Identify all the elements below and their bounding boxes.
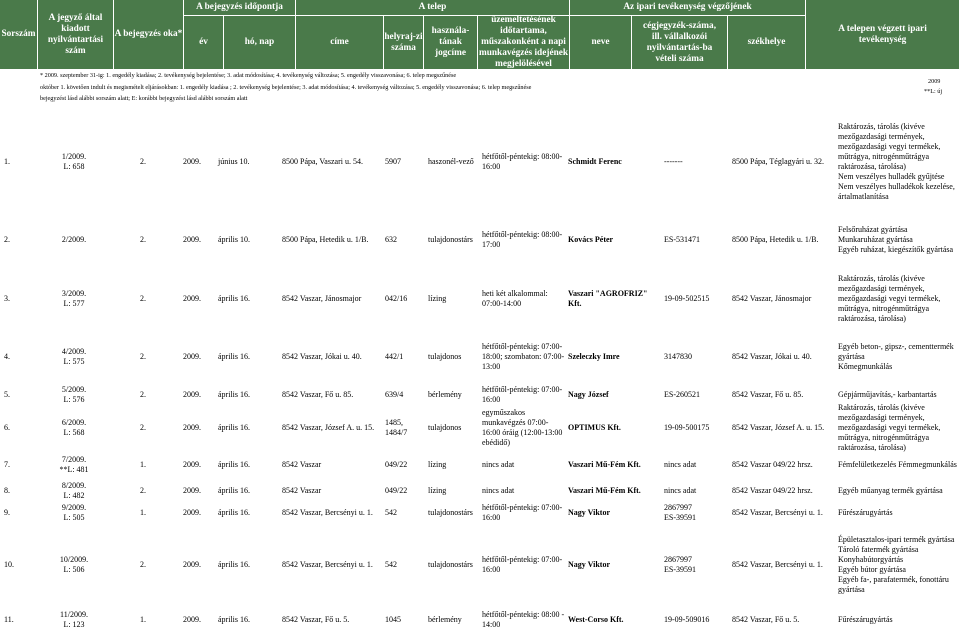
row-9-ok: 1.: [140, 508, 146, 517]
row-6-jogcim: tulajdonos: [428, 423, 462, 432]
row-3-cim: 8542 Vaszar, Jánosmajor: [282, 294, 362, 303]
row-10-nyt: 10/2009. L: 506: [59, 555, 89, 574]
row-1-nyt: 1/2009. L: 658: [61, 152, 87, 171]
col-cegjegyzek: cégjegyzék-száma, ill. vállalkozói nyilvántartás-ba vételi száma: [632, 16, 728, 70]
row-5-ev: 2009.: [183, 390, 201, 399]
row-3-ido: heti két alkalommal: 07:00-14:00: [482, 289, 548, 308]
row-6-honap: április 16.: [218, 423, 250, 432]
row-6-ok: 2.: [140, 423, 146, 432]
row-3-nyt: 3/2009. L: 577: [61, 289, 87, 308]
row-1-jogcim: haszonél-vező: [428, 157, 474, 166]
row-1-cim: 8500 Pápa, Vaszari u. 54.: [282, 157, 363, 166]
row-8-honap: április 16.: [218, 486, 250, 495]
col-telep-group: A telep: [296, 0, 570, 16]
col-uzemeltetes: üzemeltetésének időtartama, műszakonként a napi munkavégzés idejének megjelölésével: [478, 16, 569, 69]
row-4-nev: Szeleczky Imre: [568, 352, 620, 361]
row-5-ok: 2.: [140, 390, 146, 399]
footnote-line-1: * 2009. szeptember 31-ig: 1. engedély kiadása; 2. tevékenység bejelentése; 3. adat módosítása; 4. tevékenység változása; 5. engedély visszavonása; 6. telep megszűnése: [40, 72, 457, 79]
row-2-cim: 8500 Pápa, Hetedik u. 1/B.: [282, 235, 369, 244]
row-5-hrsz: 639/4: [385, 390, 404, 399]
row-7-cim: 8542 Vaszar: [282, 460, 322, 469]
row-11-jogcim: bérlemény: [428, 614, 462, 624]
col-ho-nap: hó, nap: [224, 16, 296, 70]
row-8-ok: 2.: [140, 486, 146, 495]
row-10-no: 10.: [4, 560, 14, 569]
row-4-jogcim: tulajdonos: [428, 352, 462, 361]
col-hasznalat-jogcime: használa- tának jogcíme: [424, 16, 478, 70]
row-5-cim: 8542 Vaszar, Fő u. 85.: [282, 390, 354, 399]
row-6-hrsz: 1485, 1484/7: [385, 418, 408, 437]
row-11-nyt: 11/2009. L: 123: [60, 609, 88, 629]
row-10-szekhely: 8542 Vaszar, Bercsényi u. 1.: [732, 560, 823, 569]
row-11-no: 11.: [4, 614, 14, 624]
row-4-cim: 8542 Vaszar, Jókai u. 40.: [282, 352, 362, 361]
col-ipari-tevekenyseg: A telepen végzett ipari tevékenység: [806, 0, 960, 70]
row-10-cim: 8542 Vaszar, Bercsényi u. 1.: [282, 560, 373, 569]
row-7-ok: 1.: [140, 460, 146, 469]
row-3-ok: 2.: [140, 294, 146, 303]
row-1-ido: hétfőtől-péntekig: 08:00- 16:00: [482, 152, 563, 171]
row-5-no: 5.: [4, 390, 10, 399]
row-4-honap: április 16.: [218, 352, 250, 361]
row-10-ev: 2009.: [183, 560, 201, 569]
row-7-szekhely: 8542 Vaszar 049/22 hrsz.: [732, 460, 813, 469]
row-2-nev: Kovács Péter: [568, 235, 614, 244]
col-vegzo-group: Az ipari tevékenység végzőjének: [570, 0, 806, 16]
row-5-szekhely: 8542 Vaszar, Fő u. 85.: [732, 390, 804, 399]
col-helyrajzi-szam: helyraj-zi száma: [384, 16, 424, 70]
row-5-honap: április 16.: [218, 390, 250, 399]
row-6-ceg: 19-09-500175: [664, 423, 710, 432]
row-11-ceg: 19-09-509016: [664, 614, 710, 624]
row-7-jogcim: lízing: [428, 460, 447, 469]
col-szekhelye: székhelye: [728, 16, 806, 70]
row-3-jogcim: lízing: [428, 294, 447, 303]
col-jegyzo-szam: A jegyző által kiadott nyilvántartási szám: [38, 0, 114, 70]
row-4-no: 4.: [4, 352, 10, 361]
row-1-tev: Raktározás, tárolás (kivéve mezőgazdasági termények, mezőgazdasági vegyi termékek, műtrágya, nitrogénműtrágya raktározása, tárolása) Nem veszélyes hulladék gyűjtése Nem veszélyes hulladékok kezelése, ártalmatlanítása: [838, 122, 955, 201]
row-9-ev: 2009.: [183, 508, 201, 517]
row-7-honap: április 16.: [218, 460, 250, 469]
row-5-ceg: ES-260521: [664, 390, 700, 399]
row-5-nyt: 5/2009. L: 576: [61, 385, 87, 404]
row-3-ev: 2009.: [183, 294, 201, 303]
row-7-ido: nincs adat: [482, 460, 515, 469]
row-8-nev: Vaszari Mű-Fém Kft.: [568, 486, 641, 495]
row-3-honap: április 16.: [218, 294, 250, 303]
row-3-ceg: 19-09-502515: [664, 294, 710, 303]
row-9-szekhely: 8542 Vaszar, Bercsényi u. 1.: [732, 508, 823, 517]
row-1-ok: 2.: [140, 157, 146, 166]
row-11-honap: április 16.: [218, 614, 250, 624]
row-2-ev: 2009.: [183, 235, 201, 244]
row-8-tev: Egyéb műanyag termék gyártása: [838, 486, 943, 495]
row-3-hrsz: 042/16: [385, 294, 408, 303]
row-2-ceg: ES-531471: [664, 235, 700, 244]
row-11-ok: 1.: [140, 614, 146, 624]
row-2-ido: hétfőtől-péntekig: 08:00- 17:00: [482, 230, 563, 249]
row-2-hrsz: 632: [385, 235, 397, 244]
row-11-ev: 2009.: [183, 614, 201, 624]
row-10-ido: hétfőtől-péntekig: 07:00- 16:00: [482, 555, 563, 574]
row-11-ido: hétfőtől-péntekig: 08:00 - 14:00: [482, 609, 565, 629]
row-9-ido: hétfőtől-péntekig: 07:00- 16:00: [482, 503, 563, 522]
row-8-hrsz: 049/22: [385, 486, 408, 495]
row-4-szekhely: 8542 Vaszar, Jókai u. 40.: [732, 352, 812, 361]
row-5-ido: hétfőtől-péntekig: 07:00- 16:00: [482, 385, 563, 404]
row-10-jogcim: tulajdonostárs: [428, 560, 473, 569]
footnote-line-2: október 1. követően indult és megismételt eljárásokban: 1. engedély kiadása ; 2. tevékenység bejelentése; 3. adat módosítása; 4. tevékenység változása; 5. engedély visszavonása; 6. telep megszűnése: [40, 84, 532, 91]
row-4-nyt: 4/2009. L: 575: [61, 347, 87, 366]
row-2-nyt: 2/2009.: [61, 235, 87, 244]
row-10-honap: április 16.: [218, 560, 250, 569]
row-4-ev: 2009.: [183, 352, 201, 361]
row-11-nev: West-Corso Kft.: [568, 614, 624, 624]
row-9-tev: Fűrészárugyártás: [838, 508, 893, 517]
col-bejegyzes-oka: A bejegyzés oka*: [114, 0, 184, 70]
table-header: [0, 0, 960, 78]
row-8-ev: 2009.: [183, 486, 201, 495]
row-6-tev: Raktározás, tárolás (kivéve mezőgazdasági termények, mezőgazdasági vegyi termékek, műtrágya, nitrogénműtrágya raktározása, tárolása): [838, 403, 941, 452]
col-cime: címe: [296, 16, 384, 70]
col-sorszam: Sorszám: [0, 0, 38, 70]
row-9-hrsz: 542: [385, 508, 397, 517]
row-5-nev: Nagy József: [568, 390, 609, 399]
row-9-ceg: 2867997 ES-39591: [664, 503, 696, 522]
row-11-hrsz: 1045: [385, 614, 401, 624]
row-2-szekhely: 8500 Pápa, Hetedik u. 1/B.: [732, 235, 819, 244]
row-9-nyt: 9/2009. L: 505: [61, 503, 87, 522]
row-1-no: 1.: [4, 157, 10, 166]
row-2-jogcim: tulajdonostárs: [428, 235, 473, 244]
row-8-jogcim: lízing: [428, 486, 447, 495]
row-11-tev: Fűrészárugyártás: [838, 614, 893, 624]
row-1-honap: június 10.: [218, 157, 250, 166]
row-9-jogcim: tulajdonostárs: [428, 508, 473, 517]
row-8-nyt: 8/2009. L: 482: [61, 481, 87, 500]
row-7-ev: 2009.: [183, 460, 201, 469]
row-3-no: 3.: [4, 294, 10, 303]
row-10-ok: 2.: [140, 560, 146, 569]
row-6-szekhely: 8542 Vaszar, József A. u. 15.: [732, 423, 825, 432]
footnotes: [0, 72, 960, 110]
row-1-ev: 2009.: [183, 157, 201, 166]
row-5-tev: Gépjárműjavítás,- karbantartás: [838, 390, 937, 399]
row-2-tev: Felsőruházat gyártása Munkaruházat gyártása Egyéb ruházat, kiegészítők gyártása: [838, 225, 954, 254]
row-4-ok: 2.: [140, 352, 146, 361]
row-7-no: 7.: [4, 460, 10, 469]
row-6-cim: 8542 Vaszar, József A. u. 15.: [282, 423, 375, 432]
row-2-honap: április 10.: [218, 235, 250, 244]
row-9-cim: 8542 Vaszar, Bercsényi u. 1.: [282, 508, 373, 517]
row-8-no: 8.: [4, 486, 10, 495]
row-11-szekhely: 8542 Vaszar, Fő u. 5.: [732, 614, 800, 624]
row-3-tev: Raktározás, tárolás (kivéve mezőgazdasági termények, mezőgazdasági vegyi termékek, műtrágya, nitrogénműtrágya raktározása, tárolása): [838, 274, 941, 323]
row-10-hrsz: 542: [385, 560, 397, 569]
row-9-honap: április 16.: [218, 508, 250, 517]
row-8-szekhely: 8542 Vaszar 049/22 hrsz.: [732, 486, 813, 495]
row-8-ido: nincs adat: [482, 486, 515, 495]
row-4-tev: Egyéb beton-, gipsz-, cementtermék gyártása Kőmegmunkálás: [838, 342, 954, 371]
register-rows: [0, 110, 960, 635]
row-11-cim: 8542 Vaszar, Fő u. 5.: [282, 614, 350, 624]
row-2-no: 2.: [4, 235, 10, 244]
row-10-ceg: 2867997 ES-39591: [664, 555, 696, 574]
row-4-hrsz: 442/1: [385, 352, 404, 361]
row-3-szekhely: 8542 Vaszar, Jánosmajor: [732, 294, 812, 303]
row-3-nev: Vaszari "AGROFRIZ" Kft.: [568, 289, 648, 308]
row-9-nev: Nagy Viktor: [568, 508, 610, 517]
row-8-ceg: nincs adat: [664, 486, 697, 495]
row-7-ceg: nincs adat: [664, 460, 697, 469]
row-10-nev: Nagy Viktor: [568, 560, 610, 569]
row-6-nyt: 6/2009. L: 568: [61, 418, 87, 437]
row-1-hrsz: 5907: [385, 157, 401, 166]
row-1-nev: Schmidt Ferenc: [568, 157, 622, 166]
row-5-jogcim: bérlemény: [428, 390, 462, 399]
row-6-no: 6.: [4, 423, 10, 432]
row-1-szekhely: 8500 Pápa, Téglagyári u. 32.: [732, 157, 825, 166]
col-neve: neve: [570, 16, 632, 70]
footnote-year: 2009: [928, 78, 941, 85]
row-4-ido: hétfőtől-péntekig: 07:00- 18:00; szombaton: 07:00- 13:00: [482, 342, 565, 371]
row-7-hrsz: 049/22: [385, 460, 408, 469]
footnote-new-entry: **L: új: [924, 88, 943, 95]
row-7-nyt: 7/2009. **L: 481: [59, 455, 89, 474]
row-9-no: 9.: [4, 508, 10, 517]
row-6-nev: OPTIMUS Kft.: [568, 423, 621, 432]
footnote-line-3: bejegyzést lásd alábbi sorszám alatt; E: korábbi bejegyzést lásd alábbi sorszám alatt: [40, 95, 248, 102]
row-2-ok: 2.: [140, 235, 146, 244]
row-7-tev: Fémfelületkezelés Fémmegmunkálás: [838, 460, 957, 469]
row-7-nev: Vaszari Mű-Fém Kft.: [568, 460, 641, 469]
row-1-ceg: -------: [664, 157, 683, 166]
row-8-cim: 8542 Vaszar: [282, 486, 322, 495]
row-6-ev: 2009.: [183, 423, 201, 432]
col-ev: év: [184, 16, 224, 70]
row-4-ceg: 3147830: [664, 352, 692, 361]
row-6-ido: egyműszakos munkavégzés 07:00- 16:00 óráig (12:00-13:00 ebédidő): [482, 408, 563, 447]
row-10-tev: Épületasztalos-ipari termék gyártása Tároló fatermék gyártása Konyhabútorgyártás Egyéb bútor gyártása Egyéb fa-, parafatermék, fonottáru gyártása: [838, 535, 955, 594]
col-idopont-group: A bejegyzés időpontja: [184, 0, 296, 16]
